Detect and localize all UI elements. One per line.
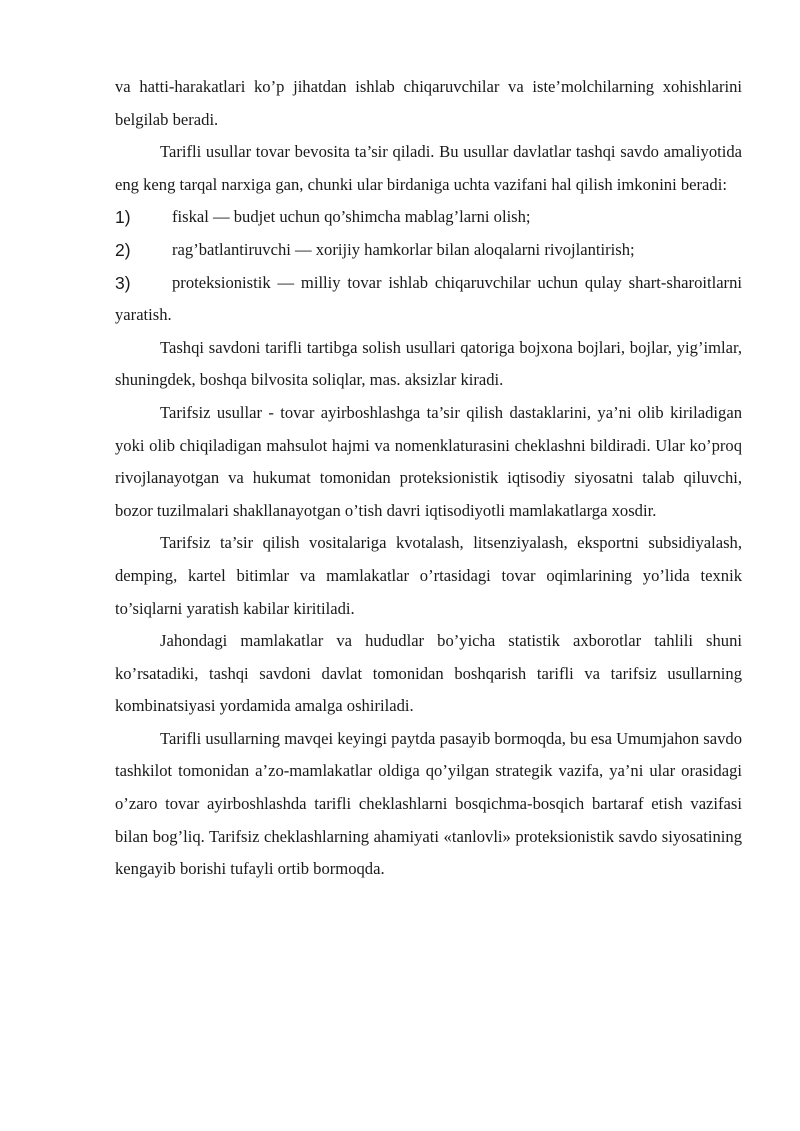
list-item-3 bbox=[115, 267, 742, 332]
list-item-1 bbox=[115, 201, 742, 234]
paragraph-tariff-decline: Tarifli usullarning mavqei keyingi paytda pasayib bormoqda, bu esa Umumjahon savdo tashkilot tomonidan a’zo-mamlakatlar oldiga qo’yilgan strategik vazifa, ya’ni ular orasidagi o’zaro tovar ayirboshlashda tarifli cheklashlarni bosqichma-bosqich bartaraf etish vazifasi bilan bog’liq. Tarifsiz cheklashlarning ahamiyati «tanlovli» proteksionistik savdo siyosatining kengayib borishi tufayli ortib bormoqda. bbox=[115, 728, 742, 879]
list-number: 3) bbox=[115, 272, 131, 293]
paragraph-nontariff-methods: Tarifsiz usullar - tovar ayirboshlashga ta’sir qilish dastaklarini, ya’ni olib kiriladigan yoki olib chiqiladigan mahsulot hajmi va nomenklaturasini cheklashni bildiradi. Ular ko’proq rivojlanayotgan va hukumat tomonidan proteksionistik iqtisodiy siyosatni talab qiluvchi, bozor tuzilmalari shakllanayotgan o’tish davri iqtisodiyotli mamlakatlarga xosdir. bbox=[115, 402, 742, 520]
paragraph-continuation: va hatti-harakatlari ko’p jihatdan ishlab chiqaruvchilar va iste’molchilarning xohishlarini belgilab beradi. bbox=[115, 77, 742, 129]
paragraph-tariff-methods: Tarifli usullar tovar bevosita ta’sir qiladi. Bu usullar davlatlar tashqi savdo amaliyotida eng keng tarqal narxiga gan, chunki ular birdaniga uchta vazifani hal qilish imkonini beradi: bbox=[115, 142, 742, 194]
list-number: 1) bbox=[115, 207, 131, 228]
list-item-text: rag’batlantiruvchi — xorijiy hamkorlar bilan aloqalarni rivojlantirish; bbox=[172, 239, 635, 259]
list-number: 2) bbox=[115, 239, 131, 260]
paragraph-nontariff-tools: Tarifsiz ta’sir qilish vositalariga kvotalash, litsenziyalash, eksportni subsidiyalash, demping, kartel bitimlar va mamlakatlar o’rtasidagi tovar oqimlarining yo’lida texnik to’siqlarni yaratish kabilar kiritiladi. bbox=[115, 533, 742, 618]
list-item-text: proteksionistik — milliy tovar ishlab chiqaruvchilar uchun qulay shart-sharoitlarni yaratish. bbox=[115, 272, 742, 325]
document-body bbox=[115, 71, 742, 886]
paragraph-statistics: Jahondagi mamlakatlar va hududlar bo’yicha statistik axborotlar tahlili shuni ko’rsatadiki, tashqi savdoni davlat tomonidan boshqarish tarifli va tarifsiz usullarning kombinatsiyasi yordamida amalga oshiriladi. bbox=[115, 631, 742, 716]
list-item-text: fiskal — budjet uchun qo’shimcha mablag’larni olish; bbox=[172, 207, 531, 227]
list-item-2 bbox=[115, 234, 742, 267]
paragraph-tariff-regulation: Tashqi savdoni tarifli tartibga solish usullari qatoriga bojxona bojlari, bojlar, yig’imlar, shuningdek, boshqa bilvosita soliqlar, mas. aksizlar kiradi. bbox=[115, 337, 742, 390]
